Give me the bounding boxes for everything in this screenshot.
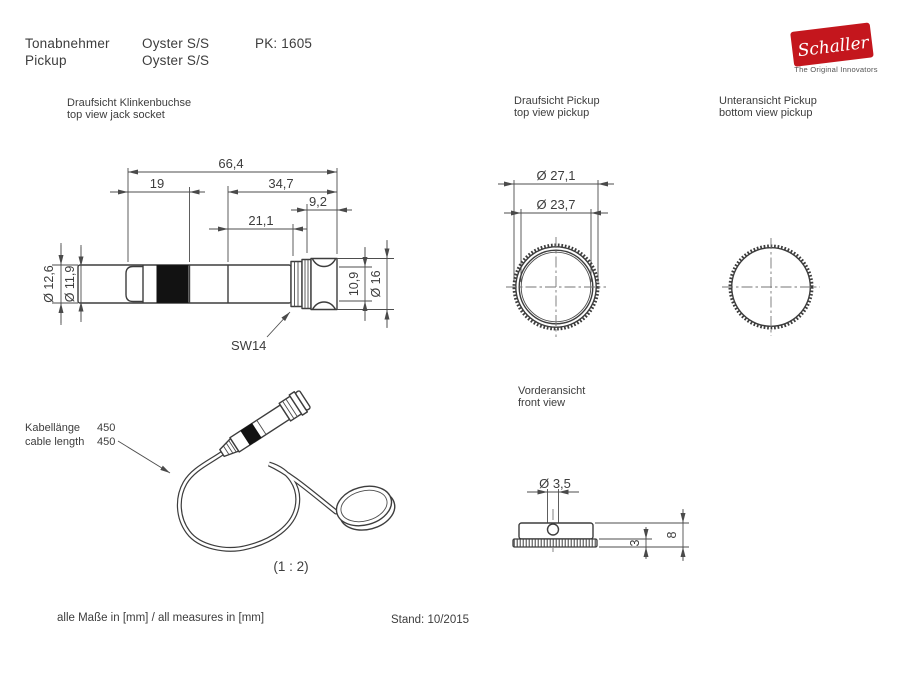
dim-total-length: 66,4 xyxy=(218,156,244,171)
cable-length-label-en: cable length xyxy=(25,436,85,448)
jack-socket-view xyxy=(42,156,394,353)
dim-dia-outer: Ø 12,6 xyxy=(42,265,56,303)
dim-pickup-outer-diameter: Ø 27,1 xyxy=(536,168,576,183)
cable-length-value-en: 450 xyxy=(97,436,116,448)
dim-thread-length: 9,2 xyxy=(308,194,328,209)
jack-plug-pictorial xyxy=(215,389,311,463)
model-name-en: Oyster S/S xyxy=(142,53,210,68)
wrench-leader-line xyxy=(267,312,290,337)
dim-rim-height: 3 xyxy=(628,539,642,547)
view-label-jack-en: top view jack socket xyxy=(67,109,165,121)
view-label-pickup-top-en: top view pickup xyxy=(514,107,590,119)
view-label-front-de: Vorderansicht xyxy=(518,385,586,397)
cable-length-value-de: 450 xyxy=(97,422,116,434)
scale-note: (1 : 2) xyxy=(273,559,309,574)
revision-date: Stand: 10/2015 xyxy=(391,614,470,626)
cable-leader-line xyxy=(118,441,170,473)
model-name-de: Oyster S/S xyxy=(142,36,210,51)
brand-name: Schaller xyxy=(796,32,870,62)
title-block xyxy=(25,36,312,68)
pickup-front-view xyxy=(513,476,689,561)
view-label-pickup-bottom xyxy=(719,95,817,119)
view-label-pickup-top-de: Draufsicht Pickup xyxy=(514,95,600,107)
jack-thread-section xyxy=(291,262,302,307)
cable-core xyxy=(179,452,336,549)
jack-dimension-lines xyxy=(61,172,387,328)
dim-rear-length: 34,7 xyxy=(268,176,294,191)
view-label-pickup-bottom-de: Unteransicht Pickup xyxy=(719,95,817,107)
view-label-pickup-bottom-en: bottom view pickup xyxy=(719,107,813,119)
jack-insulator-band xyxy=(157,266,188,303)
pickup-bottom-view xyxy=(722,238,820,336)
dim-total-height: 8 xyxy=(665,531,679,539)
dim-front-length: 19 xyxy=(149,176,165,191)
units-note: alle Maße in [mm] / all measures in [mm] xyxy=(57,612,265,624)
cable-length-label-de: Kabellänge xyxy=(25,422,81,434)
brand-tagline: The Original Innovators xyxy=(794,65,878,74)
dim-wrench-size: SW14 xyxy=(231,338,267,353)
pickup-disc-pictorial xyxy=(332,480,399,537)
dim-dia-inner: Ø 11,9 xyxy=(63,265,77,303)
part-number: PK: 1605 xyxy=(255,36,313,51)
product-type-de: Tonabnehmer xyxy=(25,36,110,51)
cable-assembly-view xyxy=(25,389,399,574)
view-label-front xyxy=(518,385,585,409)
view-label-pickup-top xyxy=(514,95,600,119)
footer xyxy=(57,612,469,626)
view-label-front-en: front view xyxy=(518,397,566,409)
jack-body xyxy=(78,259,337,310)
pickup-top-view xyxy=(498,168,614,337)
center-hole xyxy=(548,524,559,535)
plug-barrel xyxy=(230,405,290,452)
knurled-rim xyxy=(513,539,597,547)
dim-pickup-top-diameter: Ø 23,7 xyxy=(536,197,576,212)
dim-flats-height: 10,9 xyxy=(347,271,361,297)
front-body xyxy=(513,523,597,547)
dim-nut-diameter: Ø 16 xyxy=(369,270,383,298)
jack-washers xyxy=(302,260,311,309)
view-label-jack-de: Draufsicht Klinkenbuchse xyxy=(67,97,192,109)
view-label-jack xyxy=(67,97,191,121)
dim-mid-length: 21,1 xyxy=(248,213,274,228)
schaller-logo xyxy=(790,22,878,74)
dim-hole-diameter: Ø 3,5 xyxy=(539,476,571,491)
centerline-cross xyxy=(722,238,820,336)
product-type-en: Pickup xyxy=(25,53,67,68)
